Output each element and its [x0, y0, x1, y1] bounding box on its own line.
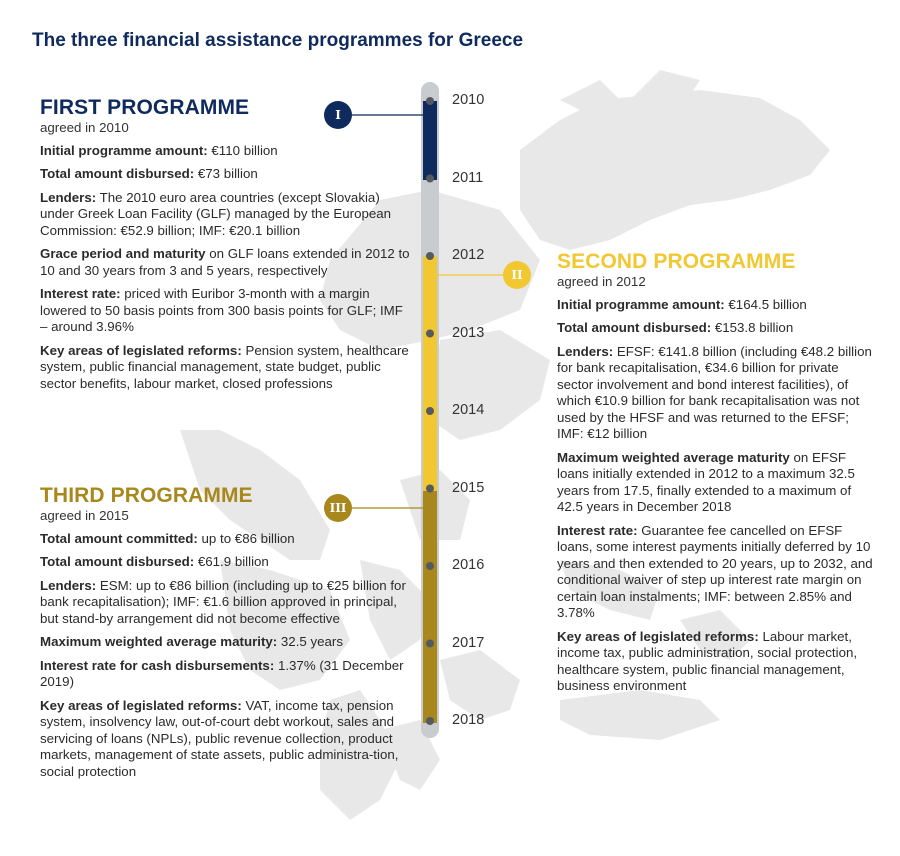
first-programme-item-label: Interest rate:: [40, 286, 121, 301]
third-programme-item: [40, 531, 410, 548]
second-programme-item-text: €164.5 billion: [724, 296, 807, 312]
first-programme-badge: I: [324, 101, 352, 129]
first-programme-item-label: Total amount disbursed:: [40, 166, 195, 181]
second-programme-item-label: Lenders:: [557, 343, 614, 359]
first-programme-item-label: Lenders:: [40, 189, 97, 205]
first-programme-item: [40, 286, 410, 336]
first-programme-item-text: Pension system, healthcare system, public financial management, state budget, public sector benefits, labour market, closed professions: [40, 342, 409, 391]
timeline-year-2017: 2017: [452, 634, 485, 651]
third-programme-item-label: Maximum weighted average maturity:: [40, 634, 278, 649]
second-programme-item: [557, 450, 877, 516]
first-programme-item: [40, 343, 410, 393]
second-programme-item: [557, 344, 877, 443]
third-programme-item-text: €61.9 billion: [194, 554, 269, 569]
second-programme-agreed: agreed in 2012: [557, 274, 646, 289]
second-programme-item-text: Guarantee fee cancelled on EFSF loans, some interest payments initially deferred by 10 years and then extended to 20 years, up to 2032, and conditional waiver of step up interest rate margin on certain loan instalments; IMF: between 2.85% and 3.78%: [557, 522, 873, 620]
first-programme-item: [40, 143, 410, 160]
third-programme-agreed: agreed in 2015: [40, 508, 129, 523]
page-title: The three financial assistance programmes for Greece: [32, 30, 524, 51]
first-programme-item-text: €110 billion: [207, 142, 278, 158]
third-programme-item-text: ESM: up to €86 billion (including up to €25 billion for bank recapitalisation); IMF: €1.6 billion approved in principal, but stand-by arrangement did not become effective: [40, 577, 406, 626]
second-programme-item-label: Interest rate:: [557, 522, 638, 538]
second-programme-item-label: Maximum weighted average maturity: [557, 449, 790, 465]
timeline-year-2013: 2013: [452, 324, 485, 341]
second-programme-item-text: EFSF: €141.8 billion (including €48.2 billion for bank recapitalisation, €34.6 billion for private sector involvement and bond interest facilities), of which €10.9 billion for bank recapitalisation was not used by the HFSF and was returned to the EFSF; IMF: €12 billion: [557, 343, 872, 441]
third-programme-item: [40, 658, 410, 691]
first-programme-item-label: Grace period and maturity: [40, 246, 206, 261]
third-programme-item-label: Total amount disbursed:: [40, 554, 195, 569]
first-programme-item-text: €73 billion: [194, 166, 258, 181]
third-programme-item: [40, 698, 410, 781]
first-programme-agreed: agreed in 2010: [40, 120, 129, 135]
second-programme-badge: II: [503, 261, 531, 289]
timeline-year-2012: 2012: [452, 247, 485, 263]
first-programme-item: [40, 246, 410, 279]
third-programme-item-text: 32.5 years: [277, 634, 343, 649]
third-programme-item-text: VAT, income tax, pension system, insolvency law, out-of-court debt workout, sales and servicing of loans (NPLs), public revenue collection, product markets, management of state assets, public administra-tion, social protection: [40, 697, 399, 779]
third-programme-item: [40, 578, 410, 628]
first-programme-item-text: priced with Euribor 3-month with a margin lowered to 50 basis points from 300 basis points for GLF; IMF – around 3.96%: [40, 286, 403, 334]
second-programme-item: [557, 629, 877, 695]
timeline-year-2011: 2011: [452, 169, 484, 186]
first-programme-heading: FIRST PROGRAMME: [40, 96, 250, 119]
second-programme-item: [557, 320, 877, 337]
timeline-year-2015: 2015: [452, 479, 485, 496]
first-programme-item-label: Initial programme amount:: [40, 142, 208, 158]
second-programme-item: [557, 297, 877, 314]
third-programme-item-label: Key areas of legislated reforms:: [40, 697, 242, 713]
second-programme-item: [557, 523, 877, 622]
third-programme-item-text: up to €86 billion: [197, 530, 295, 546]
timeline-year-2018: 2018: [452, 712, 485, 728]
second-programme-item-label: Key areas of legislated reforms:: [557, 628, 759, 644]
timeline-year-2016: 2016: [452, 557, 485, 573]
second-programme-item-text: Labour market, income tax, public administration, social protection, healthcare system, public financial management, business environment: [557, 628, 858, 693]
timeline-year-2010: 2010: [452, 92, 485, 108]
second-programme-item-label: Total amount disbursed:: [557, 320, 712, 335]
first-programme-item: [40, 166, 410, 183]
second-programme-heading: SECOND PROGRAMME: [557, 250, 796, 273]
third-programme-item-label: Lenders:: [40, 577, 97, 593]
first-programme-item-text: on GLF loans extended in 2012 to 10 and 30 years from 3 and 5 years, respectively: [40, 246, 410, 278]
second-programme: [557, 250, 877, 702]
first-programme: [40, 96, 410, 399]
first-programme-item-label: Key areas of legislated reforms:: [40, 342, 242, 358]
first-programme-item: [40, 190, 410, 240]
third-programme-item: [40, 554, 410, 571]
second-programme-item-text: on EFSF loans initially extended in 2012 to a maximum 32.5 years from 17.5, finally extended to a maximum of 42.5 years in December 2018: [557, 449, 855, 514]
third-programme-item-label: Total amount committed:: [40, 530, 198, 546]
third-programme-item-text: 1.37% (31 December 2019): [40, 657, 404, 689]
third-programme: [40, 484, 410, 787]
second-programme-item-text: €153.8 billion: [711, 320, 794, 335]
timeline-year-2014: 2014: [452, 402, 485, 418]
third-programme-heading: THIRD PROGRAMME: [40, 484, 253, 507]
third-programme-badge: III: [324, 494, 352, 522]
third-programme-item-label: Interest rate for cash disbursements:: [40, 657, 275, 673]
second-programme-item-label: Initial programme amount:: [557, 296, 725, 312]
third-programme-item: [40, 634, 410, 651]
first-programme-item-text: The 2010 euro area countries (except Slovakia) under Greek Loan Facility (GLF) managed by the European Commission: €52.9 billion; IMF: €20.1 billion: [40, 189, 392, 238]
